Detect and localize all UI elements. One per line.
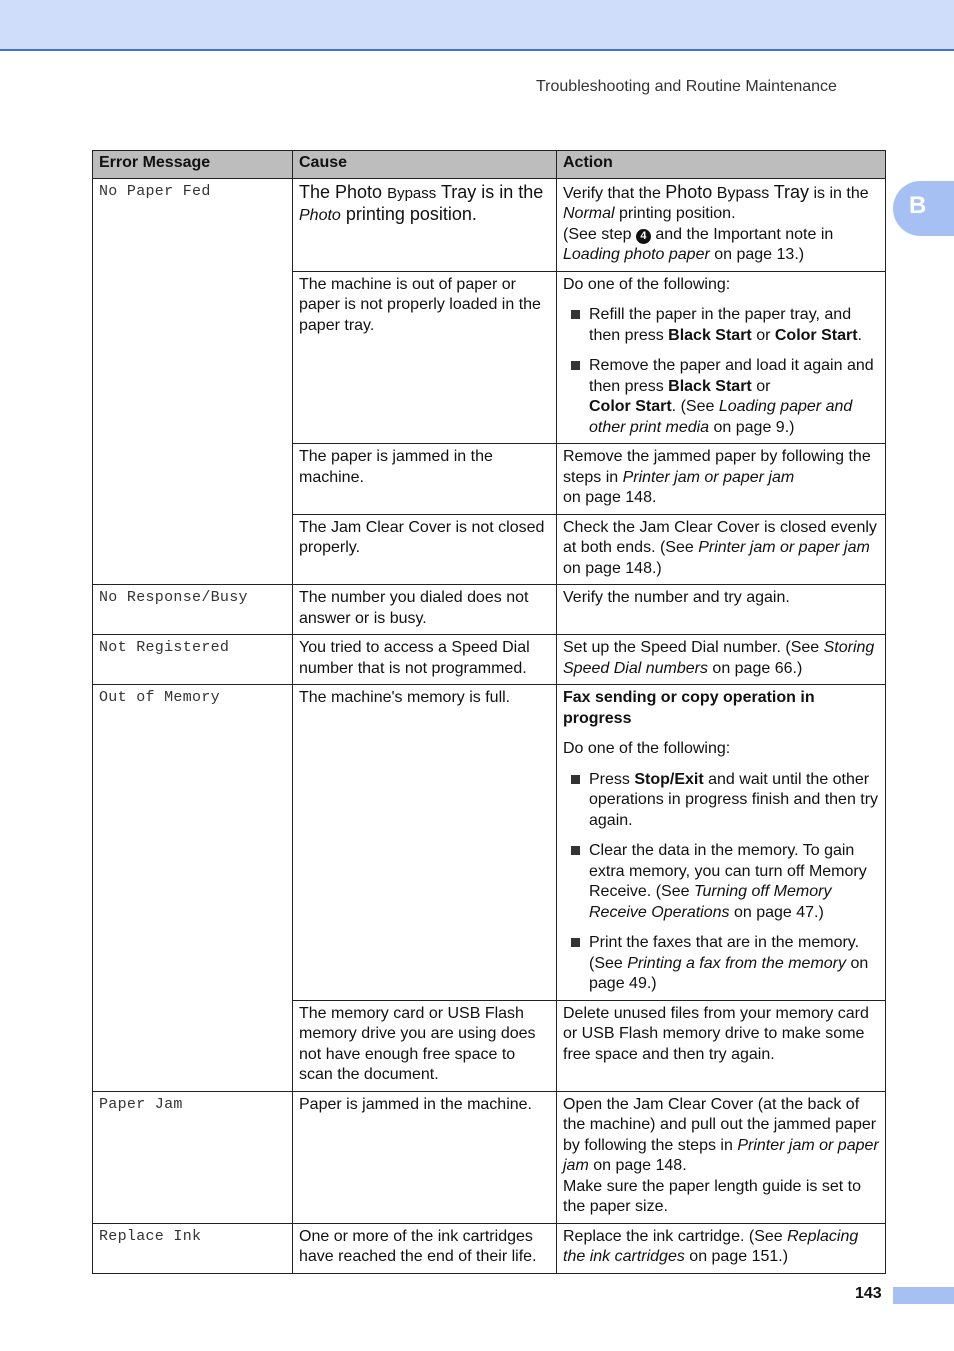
running-title: Troubleshooting and Routine Maintenance [536,78,837,95]
page-number-bar [893,1287,954,1304]
page-number: 143 [855,1285,882,1302]
action-cell: Fax sending or copy operation in progress Do one of the following: Press Stop/Exit and wait until the other operations in progress finish and then try again. Clear the data in the memory. To gain extra memory, you can turn off Memory Receive. (See Turning off Memory Receive Operations on page 47.) Print the faxes that are in the memory. (See Printing a fax from the memory on page 49.) [557,685,886,1001]
table-row [93,585,886,635]
cause-cell: Paper is jammed in the machine. [293,1091,557,1223]
table-row [93,1091,886,1223]
list-item: Press Stop/Exit and wait until the other operations in progress finish and then try again. [563,770,879,832]
header-band [0,0,954,51]
error-message-not-registered: Not Registered [93,635,293,685]
header-error-message: Error Message [93,151,293,179]
list-item: Remove the paper and load it again and then press Black Start or Color Start. (See Loading paper and other print media on page 9.) [563,356,879,438]
error-message-no-paper-fed: No Paper Fed [93,178,293,585]
step-number-icon: 4 [636,229,651,244]
action-cell: Verify that the Photo Bypass Tray is in the Normal printing position. (See step 4 and the Important note in Loading photo paper on page 13.) [557,178,886,271]
error-message-out-of-memory: Out of Memory [93,685,293,1092]
action-cell: Set up the Speed Dial number. (See Storing Speed Dial numbers on page 66.) [557,635,886,685]
table-row [93,1223,886,1273]
header-cause: Cause [293,151,557,179]
error-message-no-response-busy: No Response/Busy [93,585,293,635]
table-row [93,178,886,271]
cause-cell: You tried to access a Speed Dial number that is not programmed. [293,635,557,685]
error-message-replace-ink: Replace Ink [93,1223,293,1273]
cause-cell: The Photo Bypass Tray is in the Photo printing position. [293,178,557,271]
list-item: Clear the data in the memory. To gain extra memory, you can turn off Memory Receive. (See Turning off Memory Receive Operations on page 47.) [563,841,879,923]
chapter-tab-letter: B [909,192,927,219]
error-message-paper-jam: Paper Jam [93,1091,293,1223]
cause-cell: The paper is jammed in the machine. [293,444,557,515]
action-cell: Open the Jam Clear Cover (at the back of the machine) and pull out the jammed paper by following the steps in Printer jam or paper jam on page 148. Make sure the paper length guide is set to the paper size. [557,1091,886,1223]
cause-cell: One or more of the ink cartridges have reached the end of their life. [293,1223,557,1273]
table-row [93,635,886,685]
action-cell: Delete unused files from your memory card or USB Flash memory drive to make some free space and then try again. [557,1000,886,1091]
header-action: Action [557,151,886,179]
error-table [92,150,886,1274]
action-cell: Remove the jammed paper by following the steps in Printer jam or paper jam on page 148. [557,444,886,515]
action-cell: Check the Jam Clear Cover is closed evenly at both ends. (See Printer jam or paper jam on page 148.) [557,514,886,585]
action-cell: Do one of the following: Refill the paper in the paper tray, and then press Black Start or Color Start. Remove the paper and load it again and then press Black Start or Color Start. (See Loading paper and other print media on page 9.) [557,271,886,444]
cause-cell: The number you dialed does not answer or is busy. [293,585,557,635]
chapter-tab [893,181,954,236]
action-cell: Verify the number and try again. [557,585,886,635]
list-item: Refill the paper in the paper tray, and then press Black Start or Color Start. [563,305,879,346]
cause-cell: The machine is out of paper or paper is not properly loaded in the paper tray. [293,271,557,444]
list-item: Print the faxes that are in the memory. (See Printing a fax from the memory on page 49.) [563,933,879,995]
action-cell: Replace the ink cartridge. (See Replacing the ink cartridges on page 151.) [557,1223,886,1273]
cause-cell: The machine's memory is full. [293,685,557,1001]
table-header-row [93,151,886,179]
table-row [93,685,886,1001]
cause-cell: The memory card or USB Flash memory drive you are using does not have enough free space to scan the document. [293,1000,557,1091]
cause-cell: The Jam Clear Cover is not closed properly. [293,514,557,585]
